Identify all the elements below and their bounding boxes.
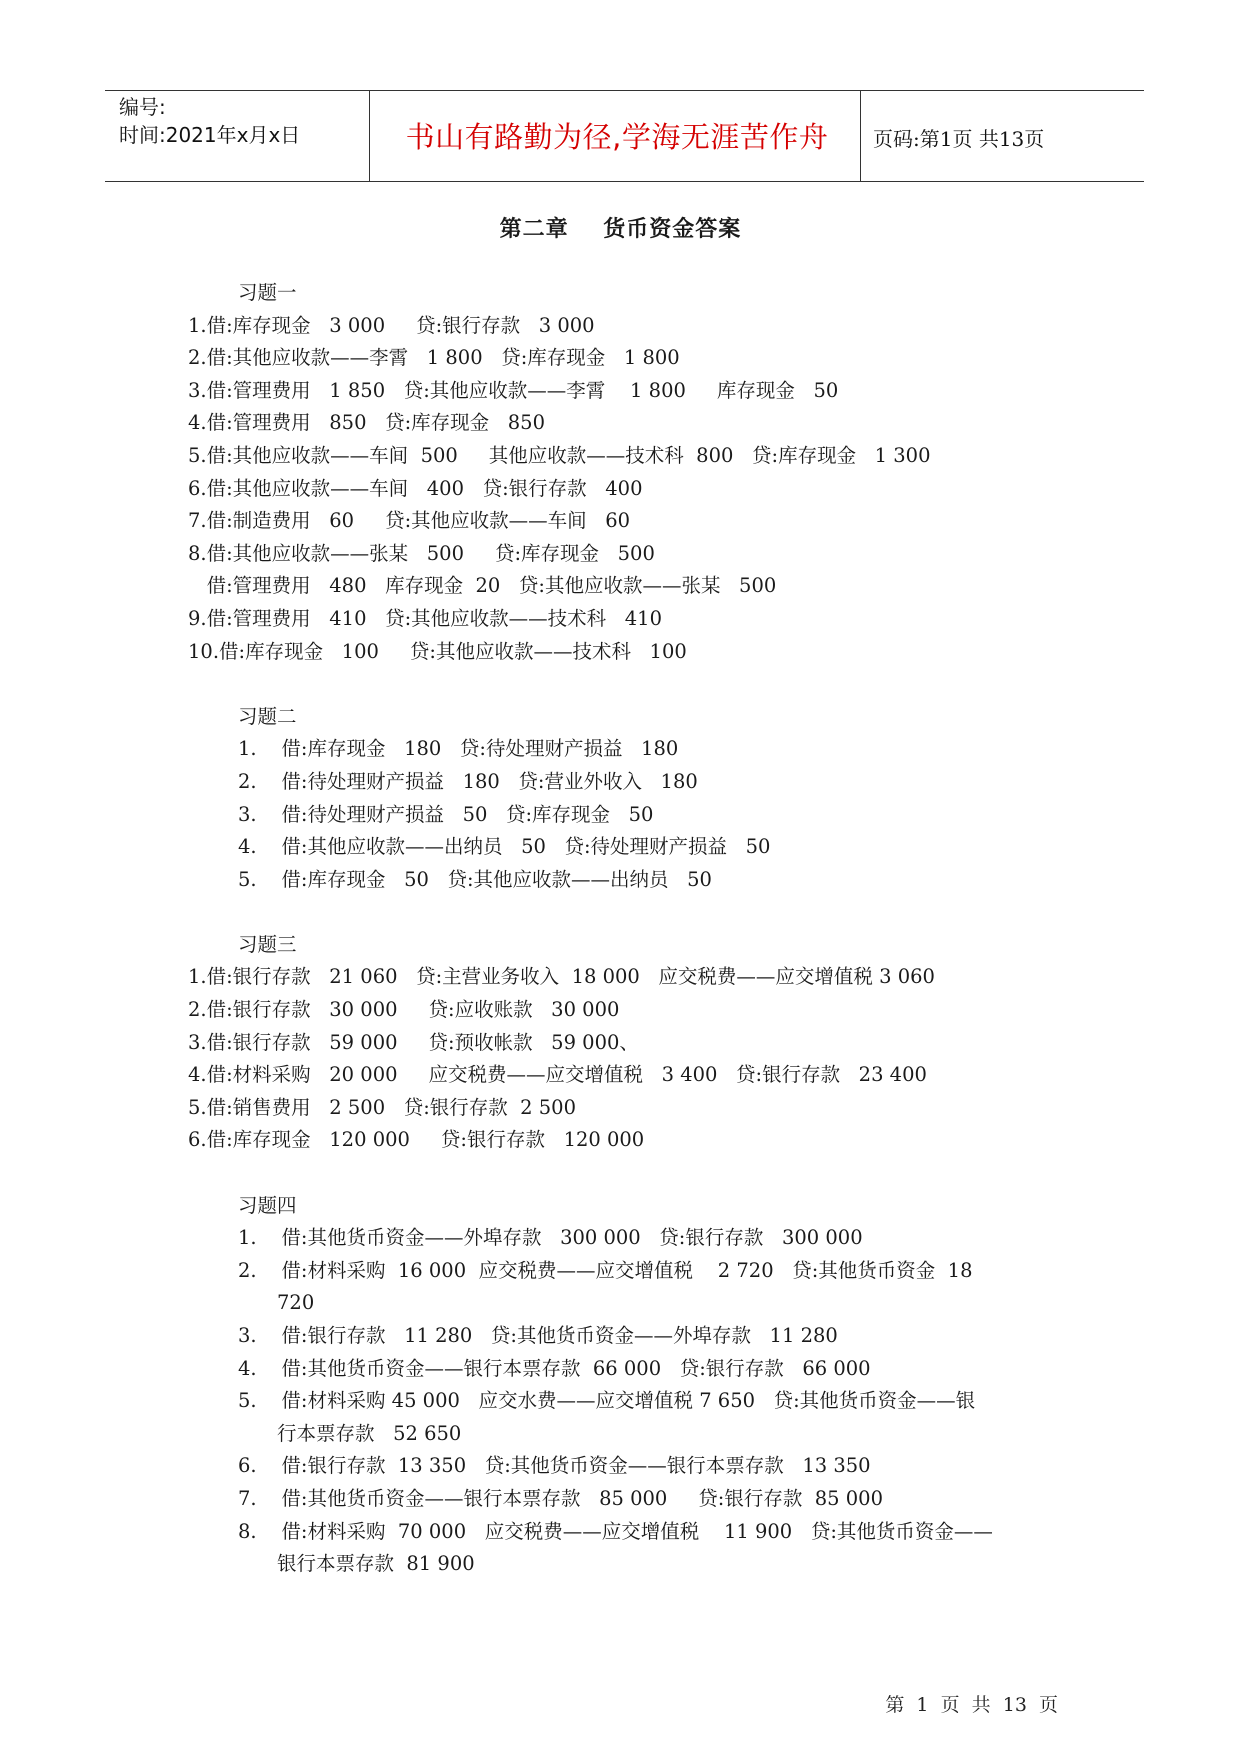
journal-entry-line: 10.借:库存现金 100 贷:其他应收款——技术科 100 — [188, 639, 687, 663]
serial-label: 编号: — [119, 95, 166, 119]
section-gap — [188, 896, 1078, 929]
journal-entry-line: 5. 借:材料采购 45 000 应交水费——应交增值税 7 650 贷:其他货币资金——银 — [238, 1389, 976, 1413]
journal-entry-line: 3.借:银行存款 59 000 贷:预收帐款 59 000、 — [188, 1030, 639, 1054]
page-footer: 第 1 页 共 13 页 — [885, 1694, 1058, 1716]
section-heading: 习题三 — [238, 932, 297, 956]
journal-entry-line: 4.借:管理费用 850 贷:库存现金 850 — [188, 411, 545, 435]
header-divider — [369, 91, 370, 181]
header-page-label: 页码:第1页 共13页 — [873, 127, 1045, 151]
journal-entry-line: 借:管理费用 480 库存现金 20 贷:其他应收款——张某 500 — [188, 574, 777, 598]
journal-entry-line: 2.借:银行存款 30 000 贷:应收账款 30 000 — [188, 998, 620, 1022]
journal-entry-line: 5.借:销售费用 2 500 贷:银行存款 2 500 — [188, 1095, 576, 1119]
journal-entry-line: 6.借:库存现金 120 000 贷:银行存款 120 000 — [188, 1128, 645, 1152]
journal-entry-line: 5. 借:库存现金 50 贷:其他应收款——出纳员 50 — [238, 867, 712, 891]
journal-entry-line: 7. 借:其他货币资金——银行本票存款 85 000 贷:银行存款 85 000 — [238, 1486, 883, 1510]
journal-entry-line: 4.借:材料采购 20 000 应交税费——应交增值税 3 400 贷:银行存款 23 400 — [188, 1063, 927, 1087]
journal-entry-line: 1. 借:库存现金 180 贷:待处理财产损益 180 — [238, 737, 679, 761]
header-divider — [860, 91, 861, 181]
journal-entry-line: 行本票存款 52 650 — [277, 1421, 462, 1445]
journal-entry-line: 3.借:管理费用 1 850 贷:其他应收款——李霄 1 800 库存现金 50 — [188, 378, 839, 402]
document-body — [188, 277, 1078, 1581]
header-motto: 书山有路勤为径,学海无涯苦作舟 — [405, 120, 829, 154]
journal-entry-line: 9.借:管理费用 410 贷:其他应收款——技术科 410 — [188, 606, 662, 630]
section-heading: 习题一 — [238, 281, 297, 304]
document-title: 第二章 货币资金答案 — [499, 217, 742, 242]
section-heading: 习题二 — [238, 704, 297, 728]
journal-entry-line: 8. 借:材料采购 70 000 应交税费——应交增值税 11 900 贷:其他货币资金—— — [238, 1519, 993, 1543]
journal-entry-line: 6.借:其他应收款——车间 400 贷:银行存款 400 — [188, 476, 643, 500]
journal-entry-line: 4. 借:其他货币资金——银行本票存款 66 000 贷:银行存款 66 000 — [238, 1356, 871, 1380]
journal-entry-line: 5.借:其他应收款——车间 500 其他应收款——技术科 800 贷:库存现金 1 300 — [188, 443, 931, 467]
journal-entry-line: 1. 借:其他货币资金——外埠存款 300 000 贷:银行存款 300 000 — [238, 1226, 863, 1250]
journal-entry-line: 6. 借:银行存款 13 350 贷:其他货币资金——银行本票存款 13 350 — [238, 1454, 871, 1478]
journal-entry-line: 2.借:其他应收款——李霄 1 800 贷:库存现金 1 800 — [188, 346, 680, 370]
section-heading: 习题四 — [238, 1193, 297, 1217]
time-label: 时间:2021年x月x日 — [119, 123, 301, 147]
journal-entry-line: 2. 借:待处理财产损益 180 贷:营业外收入 180 — [238, 769, 698, 793]
journal-entry-line: 2. 借:材料采购 16 000 应交税费——应交增值税 2 720 贷:其他货币资金 18 — [238, 1258, 973, 1282]
header-meta — [119, 93, 364, 149]
journal-entry-line: 银行本票存款 81 900 — [277, 1552, 475, 1576]
header-table — [105, 90, 1144, 182]
journal-entry-line: 1.借:银行存款 21 060 贷:主营业务收入 18 000 应交税费——应交增值税 3 060 — [188, 965, 935, 989]
section-gap — [188, 1157, 1078, 1190]
journal-entry-line: 8.借:其他应收款——张某 500 贷:库存现金 500 — [188, 541, 655, 565]
journal-entry-line: 4. 借:其他应收款——出纳员 50 贷:待处理财产损益 50 — [238, 835, 771, 859]
journal-entry-line: 3. 借:待处理财产损益 50 贷:库存现金 50 — [238, 802, 654, 826]
journal-entry-line: 720 — [277, 1291, 315, 1315]
section-gap — [188, 668, 1078, 701]
journal-entry-line: 1.借:库存现金 3 000 贷:银行存款 3 000 — [188, 313, 595, 337]
journal-entry-line: 7.借:制造费用 60 贷:其他应收款——车间 60 — [188, 509, 631, 533]
journal-entry-line: 3. 借:银行存款 11 280 贷:其他货币资金——外埠存款 11 280 — [238, 1324, 838, 1347]
